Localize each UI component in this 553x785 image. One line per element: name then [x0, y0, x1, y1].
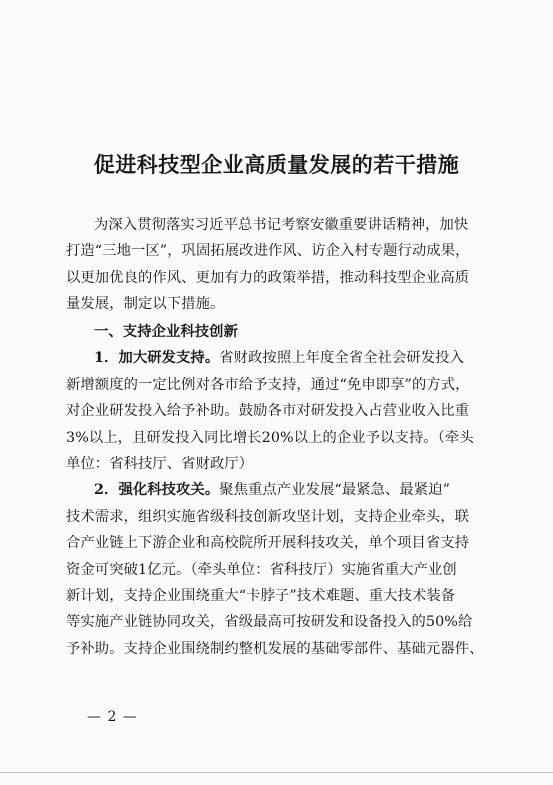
text-line: 单位：省科技厅、省财政厅） — [66, 455, 254, 472]
text-line: 合产业链上下游企业和高校院所开展科技攻关，单个项目省支持 — [66, 535, 470, 552]
text-line: 对企业研发投入给予补助。鼓励各市对研发投入占营业收入比重 — [66, 403, 470, 420]
text-line: 打造“三地一区”，巩固拓展改进作风、访企入村专题行动成果， — [66, 243, 470, 260]
text-line: 新计划，支持企业围绕重大“卡脖子”技术难题、重大技术装备 — [66, 587, 456, 604]
text-line: 量发展，制定以下措施。 — [66, 296, 225, 313]
text-line: 为深入贯彻落实习近平总书记考察安徽重要讲话精神，加快 — [94, 217, 469, 233]
item-1-first-line — [66, 345, 506, 371]
text-line: 资金可突破1亿元。（牵头单位：省科技厅）实施省重大产业创 — [66, 561, 457, 578]
text-line: 新增额度的一定比例对各市给予支持，通过“免申即享”的方式， — [66, 376, 470, 393]
text-line: 以更加优良的作风、更加有力的政策举措，推动科技型企业高质 — [66, 269, 470, 286]
text-line: 予补助。支持企业围绕制约整机发展的基础零部件、基础元器件、 — [66, 640, 484, 657]
text-line: 技术需求，组织实施省级科技创新攻坚计划，支持企业牵头，联 — [66, 508, 470, 525]
scan-edge-divider — [0, 772, 553, 773]
intro-paragraph — [66, 212, 506, 318]
section-body — [66, 319, 506, 662]
item-2-heading: 2．强化科技攻关。 — [94, 482, 220, 499]
text-line: 等实施产业链协同攻关，省级最高可按研发和设备投入的50%给 — [66, 614, 473, 631]
item-2-first-line — [66, 477, 506, 503]
page-number: — 2 — — [87, 709, 138, 725]
item-1-heading: 1．加大研发支持。 — [94, 350, 220, 367]
item-1-text: 省财政按照上年度全省全社会研发投入 — [219, 350, 464, 367]
document-title: 促进科技型企业高质量发展的若干措施 — [93, 152, 460, 177]
section-heading: 一、支持企业科技创新 — [94, 324, 238, 340]
item-2-text: 聚焦重点产业发展“最紧急、最紧迫” — [219, 482, 451, 499]
text-line: 3%以上，且研发投入同比增长20%以上的企业予以支持。（牵头 — [66, 429, 474, 446]
